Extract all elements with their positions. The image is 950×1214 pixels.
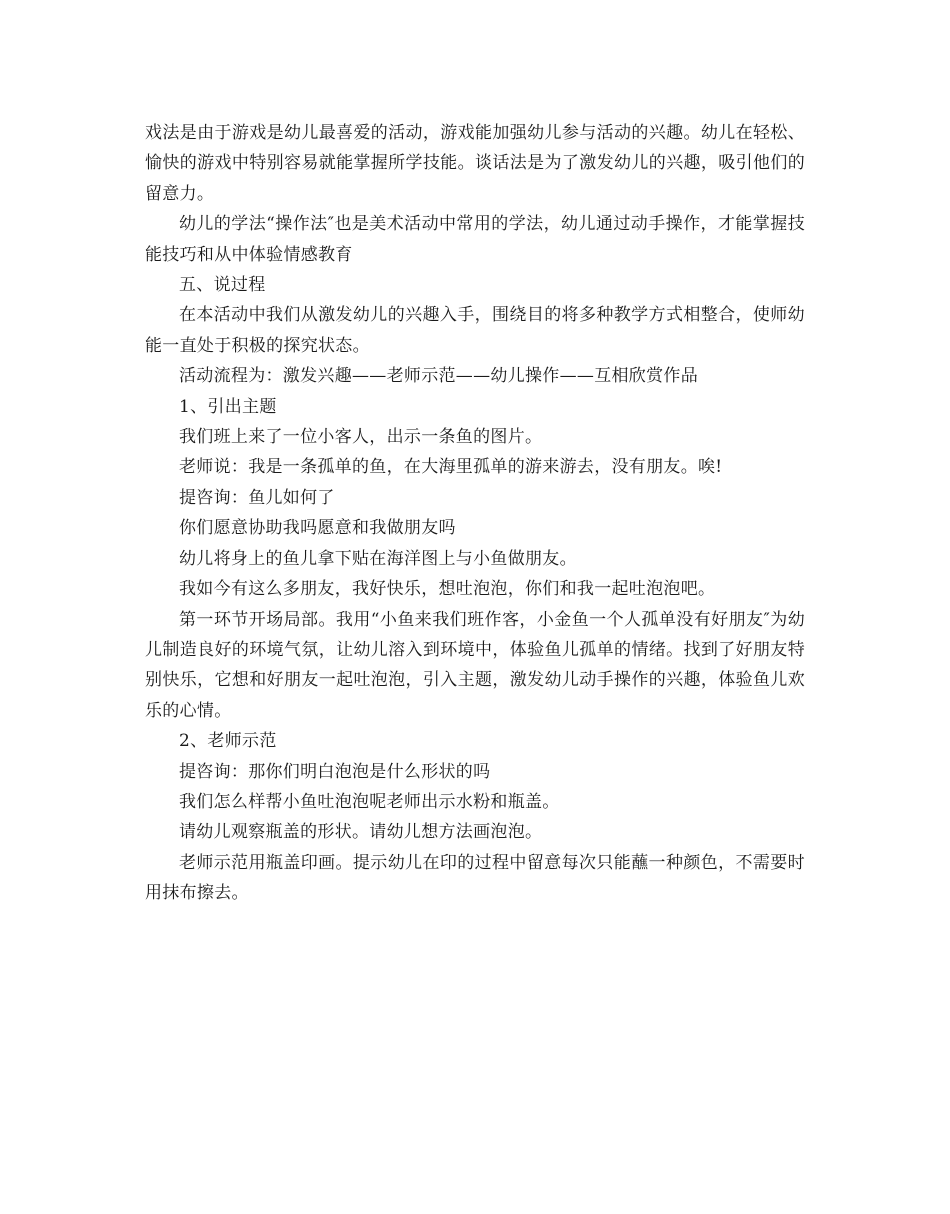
subheading-teacher-demo: 2、老师示范 (179, 731, 277, 752)
paragraph-10: 你们愿意协助我吗愿意和我做朋友吗 (179, 518, 456, 539)
paragraph-2: 幼儿的学法“操作法″也是美术活动中常用的学法，幼儿通过动手操作，才能掌握技能技巧和从中体验情感教育 (145, 214, 805, 265)
paragraph-17: 请幼儿观察瓶盖的形状。请幼儿想方法画泡泡。 (179, 822, 543, 843)
paragraph-7: 我们班上来了一位小客人，出示一条鱼的图片。 (179, 427, 543, 448)
paragraph-9: 提咨询：鱼儿如何了 (179, 487, 335, 508)
paragraph-18: 老师示范用瓶盖印画。提示幼儿在印的过程中留意每次只能蘸一种颜色，不需要时用抹布擦去。 (145, 852, 805, 904)
paragraph-4: 在本活动中我们从激发幼儿的兴趣入手，围绕目的将多种教学方式相整合，使师幼能一直处于积极的探究状态。 (145, 305, 805, 356)
paragraph-16: 我们怎么样帮小鱼吐泡泡呢老师出示水粉和瓶盖。 (179, 791, 560, 812)
section-heading-process: 五、说过程 (179, 275, 266, 296)
paragraph-activity-flow: 活动流程为：激发兴趣——老师示范——幼儿操作——互相欣赏作品 (179, 366, 698, 387)
paragraph-1: 戏法是由于游戏是幼儿最喜爱的活动，游戏能加强幼儿参与活动的兴趣。幼儿在轻松、愉快的游戏中特别容易就能掌握所学技能。谈话法是为了激发幼儿的兴趣，吸引他们的留意力。 (145, 123, 805, 204)
subheading-introduce-theme: 1、引出主题 (179, 396, 277, 417)
paragraph-8: 老师说：我是一条孤单的鱼，在大海里孤单的游来游去，没有朋友。唉! (179, 457, 723, 478)
paragraph-12: 我如今有这么多朋友，我好快乐，想吐泡泡，你们和我一起吐泡泡吧。 (179, 579, 716, 600)
paragraph-11: 幼儿将身上的鱼儿拿下贴在海洋图上与小鱼做朋友。 (179, 548, 577, 569)
paragraph-15: 提咨询：那你们明白泡泡是什么形状的吗 (179, 761, 491, 782)
document-page (145, 118, 805, 909)
paragraph-13: 第一环节开场局部。我用“小鱼来我们班作客，小金鱼一个人孤单没有好朋友″为幼儿制造良好的环境气氛，让幼儿溶入到环境中，体验鱼儿孤单的情绪。找到了好朋友特别快乐，它想和好朋友一起吐泡泡，引入主题，激发幼儿动手操作的兴趣，体验鱼儿欢乐的心情。 (145, 609, 805, 721)
